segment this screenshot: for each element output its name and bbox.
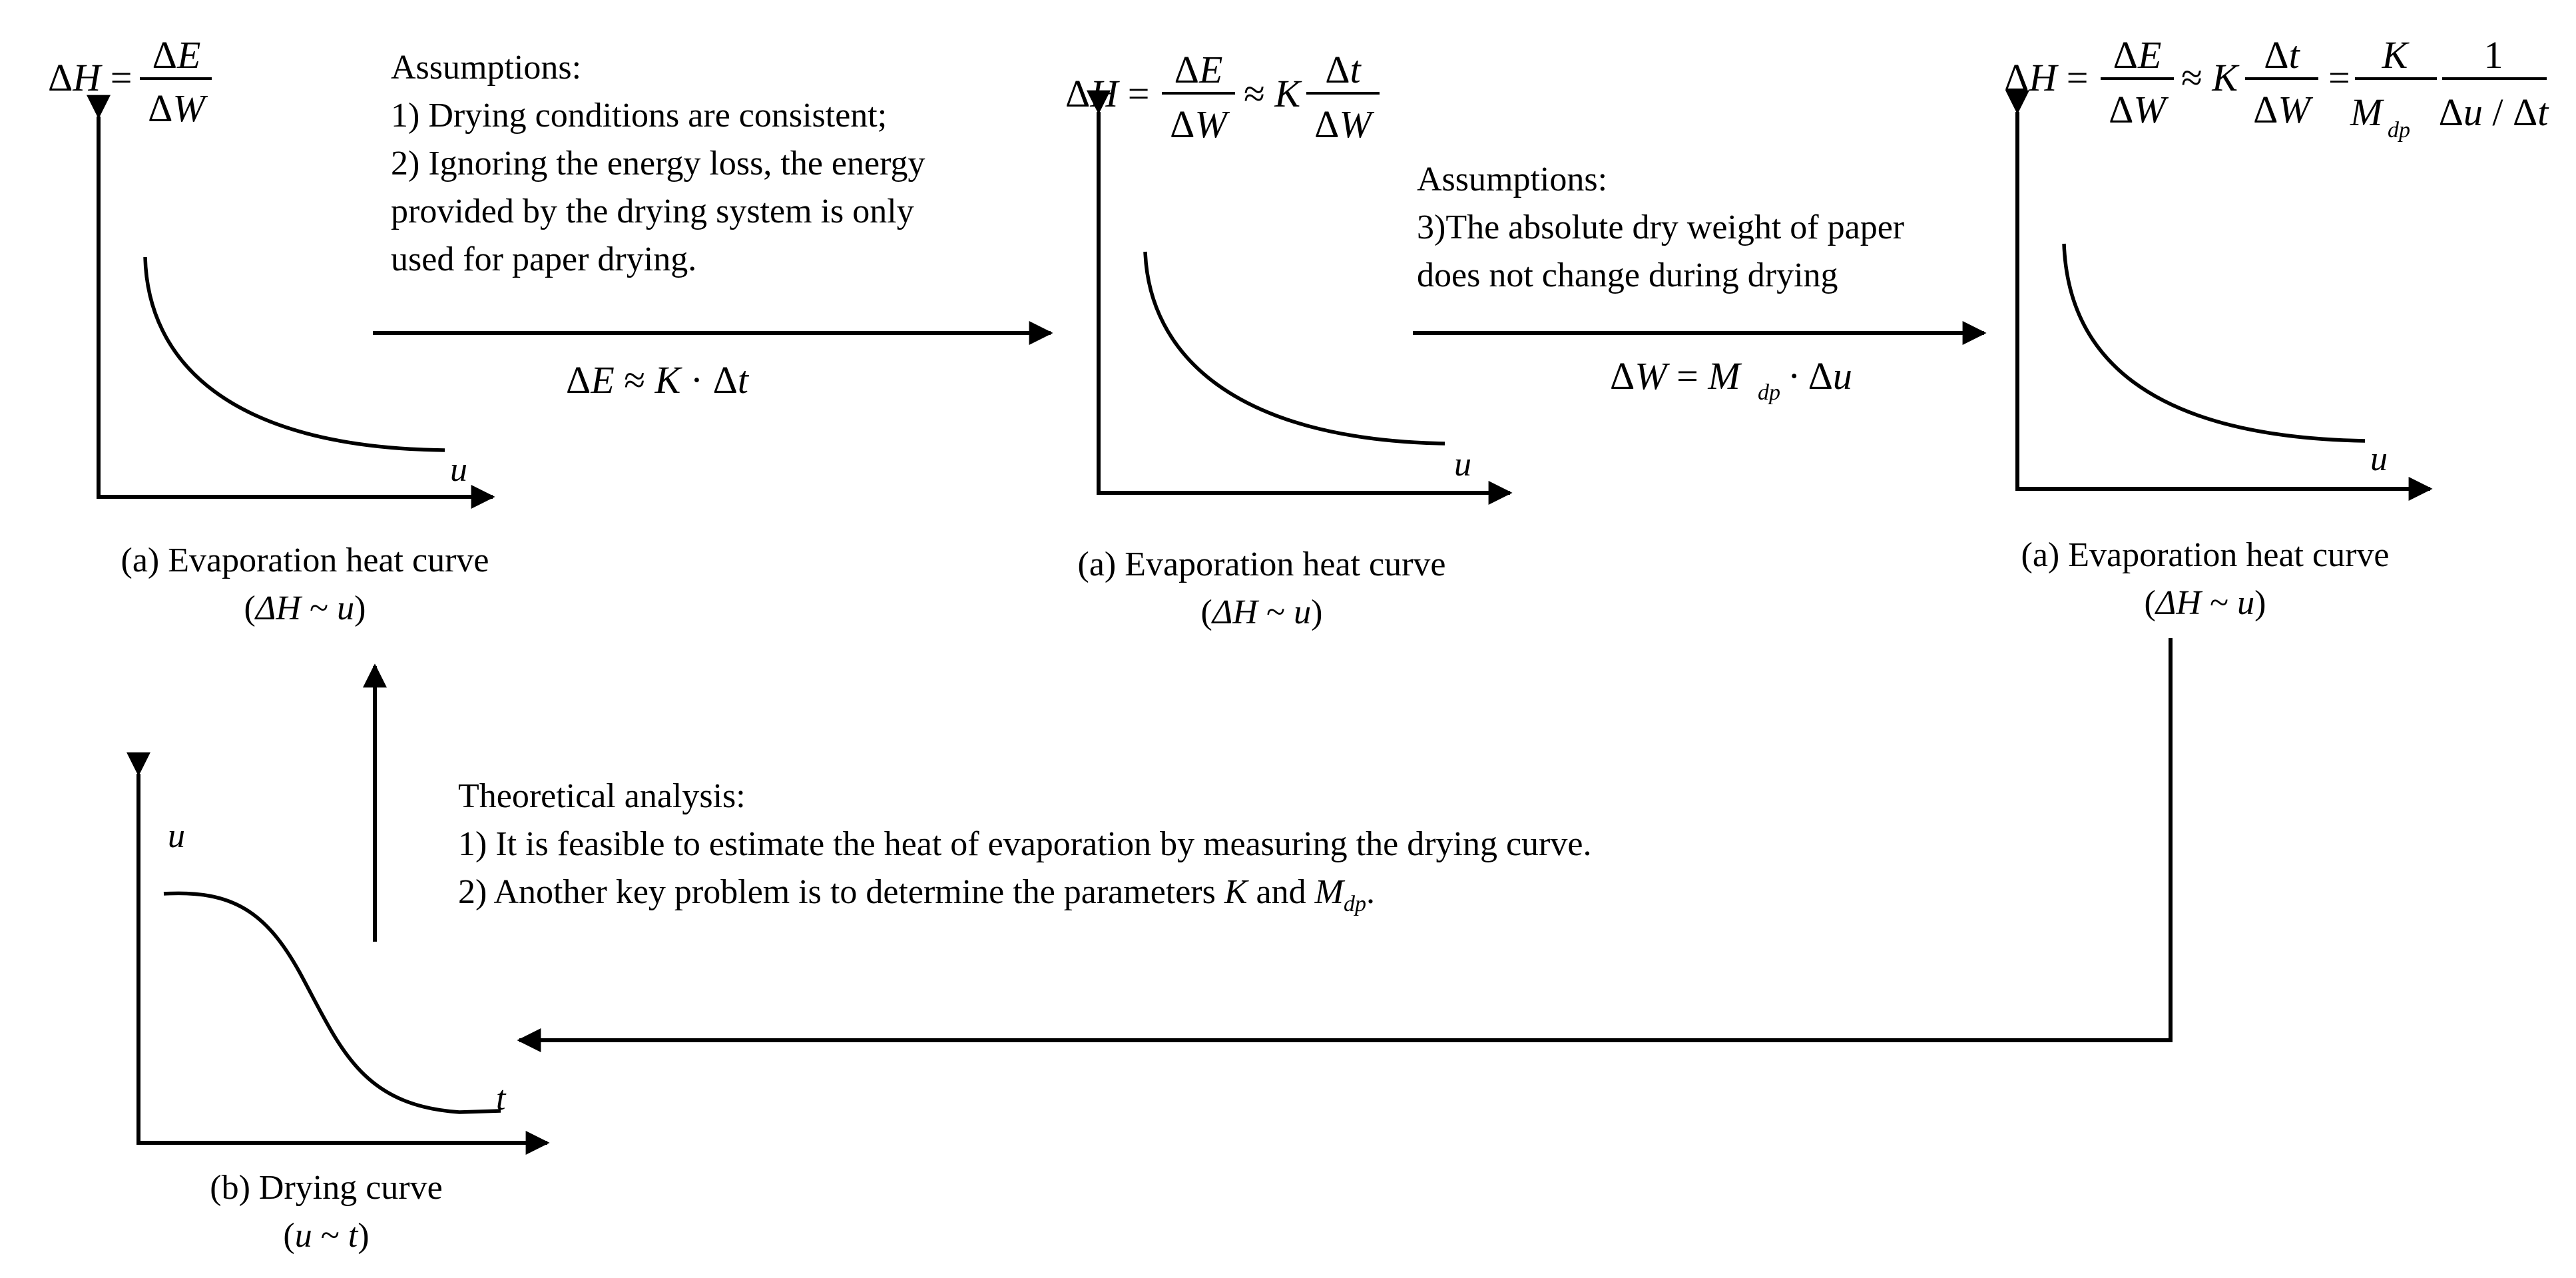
svg-text:Δt: Δt — [1325, 48, 1361, 91]
svg-text:dp: dp — [2388, 118, 2410, 143]
top-left-heat-curve — [145, 257, 445, 450]
top-right-formula — [2004, 33, 2549, 143]
top-right-heat-curve — [2064, 244, 2365, 441]
top-left-caption-line1: (a) Evaporation heat curve — [121, 541, 489, 579]
svg-text:≈ K: ≈ K — [2181, 56, 2238, 99]
assumptions-1-line4: used for paper drying. — [391, 240, 697, 278]
panel-top-middle — [1065, 48, 1510, 631]
assumptions-2-title: Assumptions: — [1417, 160, 1608, 198]
assumptions-2-relation — [1610, 354, 1852, 405]
top-middle-caption-line2: (ΔH ~ u) — [1200, 593, 1323, 631]
svg-text:ΔE: ΔE — [2113, 33, 2162, 77]
drying-curve — [164, 893, 501, 1112]
assumptions-1-title: Assumptions: — [391, 49, 582, 87]
svg-text:K: K — [2382, 33, 2408, 77]
svg-text:dp: dp — [1758, 380, 1780, 405]
assumptions-block-2 — [1413, 160, 1984, 405]
drying-curve-caption-line1: (b) Drying curve — [210, 1169, 443, 1207]
top-left-formula — [48, 33, 212, 130]
top-right-caption-line1: (a) Evaporation heat curve — [2021, 536, 2390, 574]
svg-text:ΔW: ΔW — [2253, 88, 2310, 131]
top-right-caption-line2: (ΔH ~ u) — [2144, 584, 2266, 622]
drying-curve-caption-line2: (u ~ t) — [283, 1217, 370, 1255]
svg-text:Δu / Δt: Δu / Δt — [2438, 91, 2549, 134]
svg-text:ΔE: ΔE — [152, 33, 201, 77]
assumptions-1-relation: ΔE ≈ K · Δt — [566, 358, 749, 402]
assumptions-2-line1: 3)The absolute dry weight of paper — [1417, 208, 1905, 246]
svg-text:ΔH =: ΔH = — [2004, 56, 2089, 99]
top-right-axes — [2017, 112, 2430, 489]
assumptions-2-line2: does not change during drying — [1417, 256, 1838, 294]
top-left-caption-line2: (ΔH ~ u) — [244, 589, 366, 627]
svg-text:M: M — [2350, 91, 2383, 134]
analysis-block — [458, 777, 1591, 916]
assumptions-1-line3: provided by the drying system is only — [391, 192, 914, 230]
drying-curve-axis-y-label: u — [168, 817, 185, 855]
svg-text:≈ K: ≈ K — [1244, 72, 1301, 115]
svg-text:Δt: Δt — [2264, 33, 2300, 77]
svg-text:ΔW: ΔW — [1314, 103, 1372, 146]
svg-text:ΔW = M: ΔW = M — [1610, 354, 1740, 398]
assumptions-1-line1: 1) Drying conditions are consistent; — [391, 97, 888, 135]
top-middle-axis-x-label: u — [1454, 446, 1471, 483]
svg-text:ΔW: ΔW — [2109, 88, 2166, 131]
analysis-title: Theoretical analysis: — [458, 777, 746, 815]
svg-text:ΔE: ΔE — [1174, 48, 1223, 91]
top-middle-heat-curve — [1145, 252, 1445, 444]
top-middle-formula — [1065, 48, 1380, 146]
analysis-line2: 2) Another key problem is to determine the parameters K and $M_{dp}$. — [458, 873, 1375, 916]
svg-text:ΔW: ΔW — [148, 87, 205, 130]
top-right-axis-x-label: u — [2370, 440, 2388, 478]
svg-text:=: = — [2328, 56, 2350, 99]
drying-curve-axis-x-label: t — [496, 1080, 506, 1118]
svg-text:ΔH =: ΔH = — [1065, 72, 1150, 115]
top-middle-caption-line1: (a) Evaporation heat curve — [1077, 545, 1446, 583]
top-left-axis-x-label: u — [450, 451, 467, 489]
svg-text:· Δu: · Δu — [1788, 354, 1852, 398]
analysis-line1: 1) It is feasible to estimate the heat of evaporation by measuring the drying curve. — [458, 825, 1592, 863]
assumptions-1-line2: 2) Ignoring the energy loss, the energy — [391, 145, 925, 182]
panel-top-right — [2004, 33, 2549, 622]
svg-text:1: 1 — [2483, 33, 2503, 77]
svg-text:ΔH =: ΔH = — [48, 56, 132, 99]
svg-text:ΔW: ΔW — [1170, 103, 1227, 146]
assumptions-block-1 — [373, 49, 1051, 402]
